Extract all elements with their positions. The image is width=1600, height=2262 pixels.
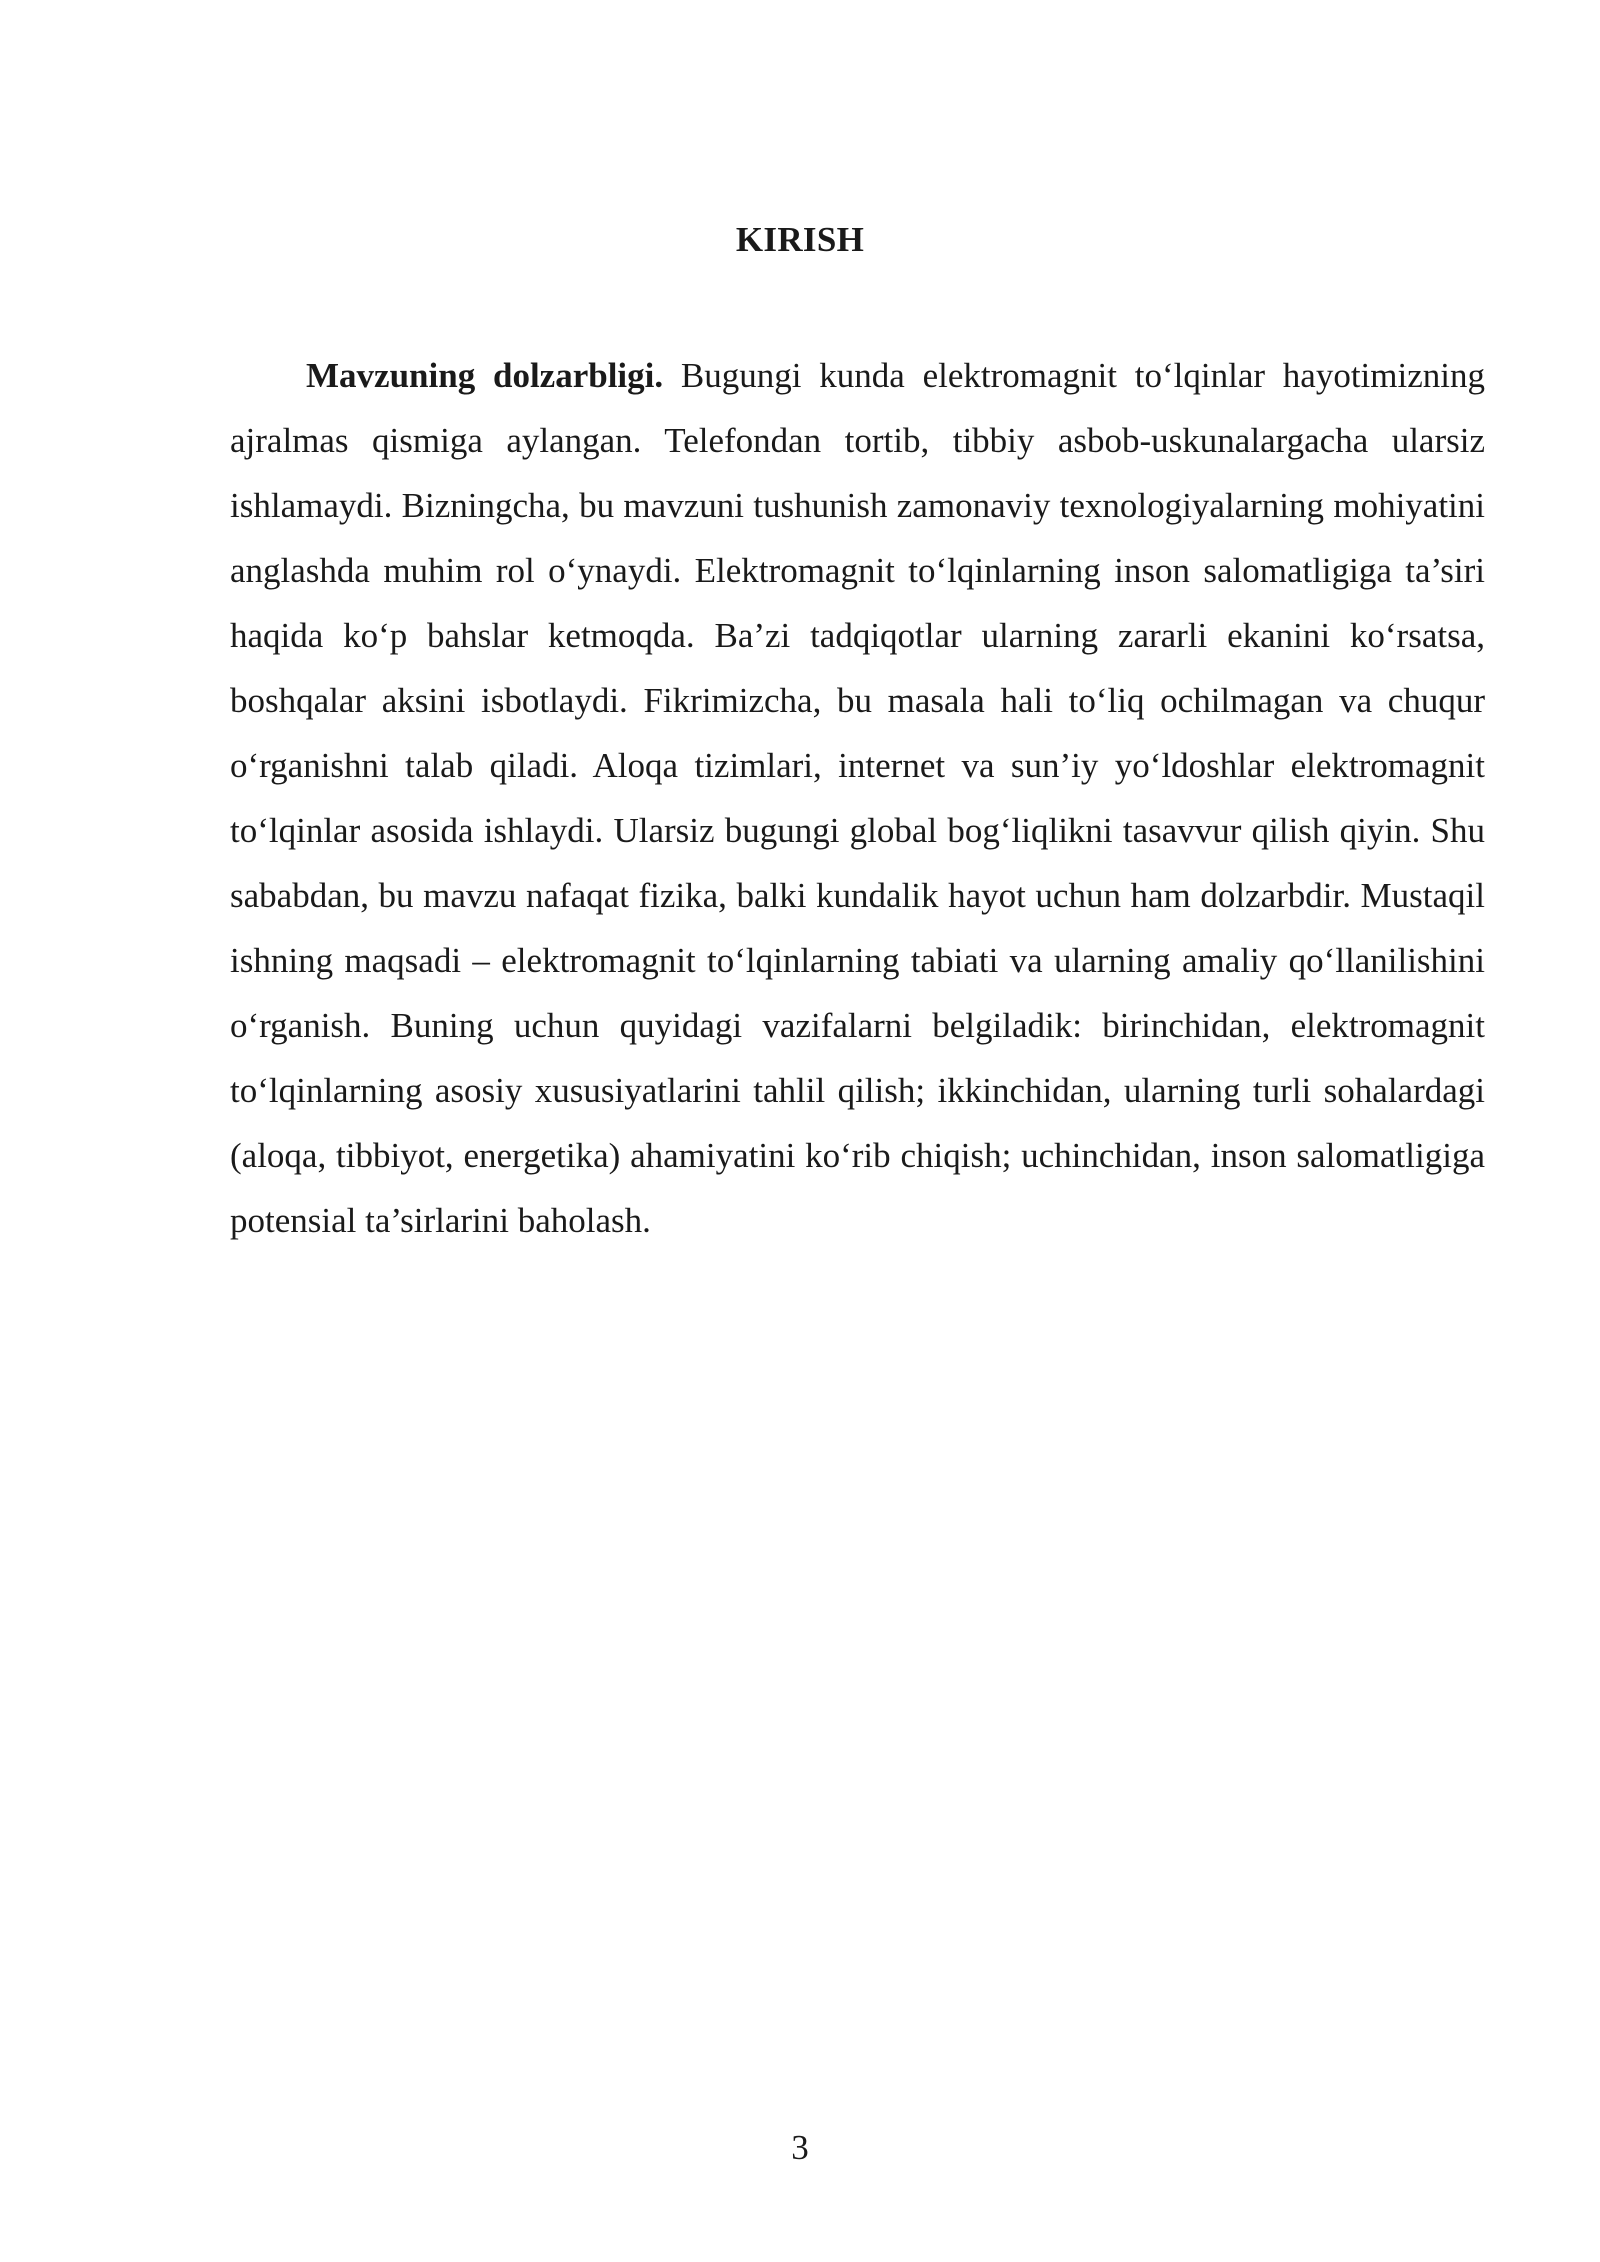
page-number: 3 <box>791 2128 809 2167</box>
body-paragraph <box>230 343 1485 1253</box>
paragraph-lead: Mavzuning dolzarbligi. <box>306 356 664 395</box>
paragraph-text: Bugungi kunda elektromagnit to‘lqinlar hayotimizning ajralmas qismiga aylangan. Telefondan tortib, tibbiy asbob-uskunalargacha ularsiz ishlamaydi. Bizningcha, bu mavzuni tushunish zamonaviy texnologiyalarning mohiyatini anglashda muhim rol o‘ynaydi. Elektromagnit to‘lqinlarning inson salomatligiga ta’siri haqida ko‘p bahslar ketmoqda. Ba’zi tadqiqotlar ularning zararli ekanini ko‘rsatsa, boshqalar aksini isbotlaydi. Fikrimizcha, bu masala hali to‘liq ochilmagan va chuqur o‘rganishni talab qiladi. Aloqa tizimlari, internet va sun’iy yo‘ldoshlar elektromagnit to‘lqinlar asosida ishlaydi. Ularsiz bugungi global bog‘liqlikni tasavvur qilish qiyin. Shu sababdan, bu mavzu nafaqat fizika, balki kundalik hayot uchun ham dolzarbdir. Mustaqil ishning maqsadi – elektromagnit to‘lqinlarning tabiati va ularning amaliy qo‘llanilishini o‘rganish. Buning uchun quyidagi vazifalarni belgiladik: birinchidan, elektromagnit to‘lqinlarning asosiy xususiyatlarini tahlil qilish; ikkinchidan, ularning turli sohalardagi (aloqa, tibbiyot, energetika) ahamiyatini ko‘rib chiqish; uchinchidan, inson salomatligiga potensial ta’sirlarini baholash. <box>230 356 1485 1240</box>
section-heading: KIRISH <box>735 220 865 259</box>
